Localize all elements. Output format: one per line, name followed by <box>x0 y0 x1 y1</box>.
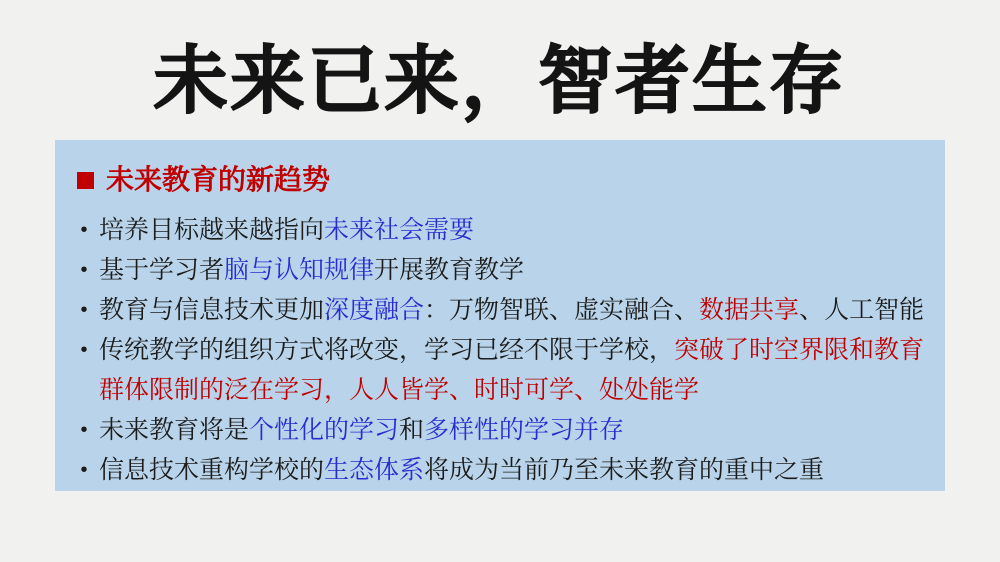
text-segment-black: 基于学习者 <box>99 256 225 284</box>
bullet-icon: • <box>80 459 88 481</box>
text-segment-blue: 脑与认知规律 <box>224 256 375 284</box>
text-segment-blue: 深度融合 <box>324 296 425 324</box>
red-square-icon <box>77 172 94 189</box>
text-segment-blue: 生态体系 <box>324 456 425 484</box>
bullet-text <box>99 450 937 490</box>
text-segment-red: 突破了时空界限和教育群体限制的泛在学习，人人皆学、时时可学、处处能学 <box>99 336 925 404</box>
list-item <box>69 450 937 490</box>
bullet-icon: • <box>80 419 88 441</box>
list-item <box>69 410 937 450</box>
text-segment-black: 传统教学的组织方式将改变，学习已经不限于学校， <box>99 336 675 364</box>
bullet-text <box>99 250 937 290</box>
text-segment-black: 和 <box>399 416 425 444</box>
section-heading-label: 未来教育的新趋势 <box>106 164 331 195</box>
text-segment-blue: 个性化的学习 <box>249 416 400 444</box>
text-segment-red: 数据共享 <box>699 296 800 324</box>
bullet-icon: • <box>80 299 88 321</box>
slide-title: 未来已来，智者生存 <box>153 39 847 122</box>
text-segment-black: 培养目标越来越指向 <box>99 216 325 244</box>
list-item <box>69 330 937 410</box>
bullet-list <box>69 210 937 490</box>
bullet-text <box>99 330 937 410</box>
content-panel <box>55 140 945 491</box>
bullet-icon: • <box>80 339 88 361</box>
list-item <box>69 250 937 290</box>
text-segment-blue: 多样性的学习并存 <box>424 416 625 444</box>
text-segment-black: 开展教育教学 <box>374 256 525 284</box>
text-segment-blue: 未来社会需要 <box>324 216 475 244</box>
list-item <box>69 210 937 250</box>
text-segment-black: 未来教育将是 <box>99 416 250 444</box>
bullet-icon: • <box>80 219 88 241</box>
bullet-text <box>99 290 937 330</box>
text-segment-black: 、人工智能 <box>799 296 925 324</box>
list-item <box>69 290 937 330</box>
section-heading <box>77 164 937 196</box>
text-segment-black: 教育与信息技术更加 <box>99 296 325 324</box>
bullet-text <box>99 210 937 250</box>
text-segment-black: ：万物智联、虚实融合、 <box>424 296 700 324</box>
text-segment-black: 将成为当前乃至未来教育的重中之重 <box>424 456 825 484</box>
bullet-icon: • <box>80 259 88 281</box>
bullet-text <box>99 410 937 450</box>
text-segment-black: 信息技术重构学校的 <box>99 456 325 484</box>
